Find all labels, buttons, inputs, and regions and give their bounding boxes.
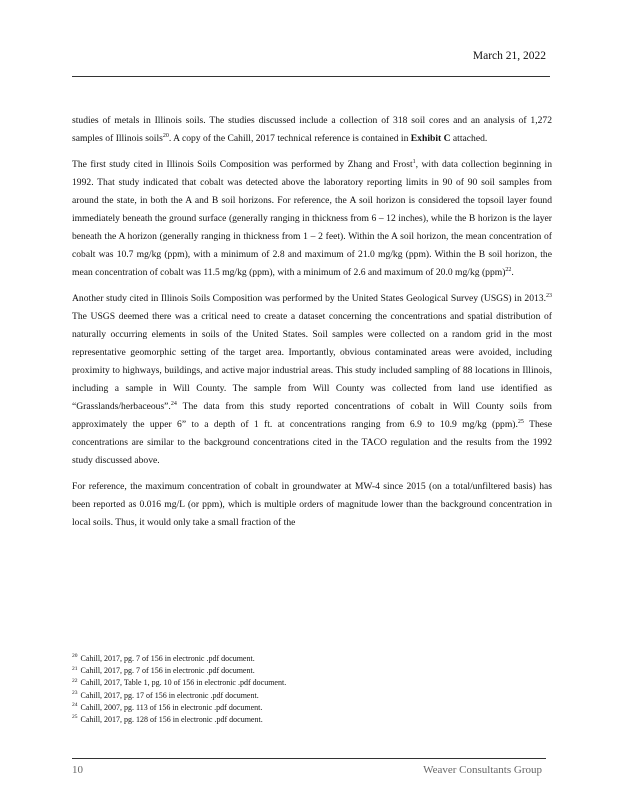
footnote-text: Cahill, 2017, pg. 128 of 156 in electronic .pdf document.	[80, 715, 263, 725]
paragraph-text: The USGS deemed there was a critical need to create a dataset concerning the concentrations and spatial distribution of naturally occurring elements in soils of the United States. Soil samples were collected on a random grid in the most representative geomorphic setting of the target area. Importantly, obvious contaminated areas were avoided, including proximity to highways, buildings, and active major industrial areas. This study included sampling of 88 locations in Illinois, including a sample in Will County. The sample from Will County was collected from land use identified as “Grasslands/herbaceous”.	[72, 311, 552, 412]
paragraph-text: . A copy of the Cahill, 2017 technical reference is contained in	[168, 133, 411, 144]
paragraph-2	[72, 156, 552, 282]
paragraph-text: The data from this study reported concentrations of cobalt in Will County soils from approximately the upper 6” to a depth of 1 ft. at concentrations ranging from 6.9 to 10.9 mg/kg (ppm).	[72, 401, 552, 430]
footnotes	[72, 653, 286, 726]
footnote-ref: 22	[505, 266, 512, 273]
footnote-text: Cahill, 2017, pg. 7 of 156 in electronic .pdf document.	[80, 666, 255, 676]
paragraph-4	[72, 478, 552, 532]
paragraph-text: , with data collection beginning in 1992. That study indicated that cobalt was detected above the laboratory reporting limits in 90 of 90 soil samples from around the state, in both the A and B soil horizons. For reference, the A soil horizon is considered the topsoil layer found immediately beneath the ground surface (generally ranging in thickness from 6 – 12 inches), while the B horizon is the layer beneath the A horizon (generally ranging in thickness from 1 – 2 feet). Within the A soil horizon, the mean concentration of cobalt was 10.7 mg/kg (ppm), with a minimum of 2.8 and maximum of 21.0 mg/kg (ppm). Within the B soil horizon, the mean concentration of cobalt was 11.5 mg/kg (ppm), with a minimum of 2.6 and maximum of 20.0 mg/kg (ppm)	[72, 159, 552, 278]
paragraph-text: These concentrations are similar to the background concentrations cited in the TACO regulation and the results from the 1992 study discussed above.	[72, 419, 552, 466]
paragraph-text: Another study cited in Illinois Soils Composition was performed by the United States Geological Survey (USGS) in 2013.	[72, 293, 546, 304]
paragraph-text: The first study cited in Illinois Soils Composition was performed by Zhang and Frost	[72, 159, 413, 170]
footnote	[72, 714, 286, 726]
footnote-number: 24	[72, 702, 78, 709]
paragraph-3	[72, 290, 552, 470]
footnote-ref: 20	[162, 132, 169, 139]
body-text	[72, 112, 552, 540]
footnote	[72, 653, 286, 665]
footnote-ref: 24	[170, 400, 177, 407]
footnote	[72, 677, 286, 689]
paragraph-text: .	[511, 267, 514, 278]
header-rule	[72, 76, 550, 77]
footnote-number: 21	[72, 665, 78, 672]
footnote-number: 23	[72, 689, 78, 696]
footnote	[72, 702, 286, 714]
paragraph-text: studies of metals in Illinois soils. The studies discussed include a collection of 318 soil cores and an analysis of 1,272 samples of Illinois soils	[72, 115, 552, 144]
header-date: March 21, 2022	[472, 50, 546, 62]
footnote	[72, 665, 286, 677]
footnote-number: 22	[72, 677, 78, 684]
footnote	[72, 690, 286, 702]
footnote-text: Cahill, 2007, pg. 113 of 156 in electronic .pdf document.	[80, 702, 263, 712]
footnote-number: 20	[72, 653, 78, 660]
footnote-number: 25	[72, 714, 78, 721]
exhibit-reference: Exhibit C	[410, 133, 451, 144]
paragraph-text: For reference, the maximum concentration of cobalt in groundwater at MW-4 since 2015 (on a total/unfiltered basis) has been reported as 0.016 mg/L (or ppm), which is multiple orders of magnitude lower than the background concentration in local soils. Thus, it would only take a small fraction of the	[72, 481, 552, 528]
footer-rule	[72, 758, 546, 759]
company-name: Weaver Consultants Group	[423, 764, 542, 776]
footnote-ref: 23	[546, 292, 552, 299]
paragraph-1	[72, 112, 552, 148]
footnote-text: Cahill, 2017, pg. 7 of 156 in electronic .pdf document.	[80, 654, 255, 663]
footnote-ref: 25	[517, 418, 524, 425]
footnote-text: Cahill, 2017, pg. 17 of 156 in electronic .pdf document.	[80, 690, 259, 700]
footnote-text: Cahill, 2017, Table 1, pg. 10 of 156 in electronic .pdf document.	[80, 678, 287, 688]
footnote-ref: 1	[412, 158, 416, 165]
paragraph-text: attached.	[450, 133, 488, 144]
page-number: 10	[72, 764, 83, 776]
